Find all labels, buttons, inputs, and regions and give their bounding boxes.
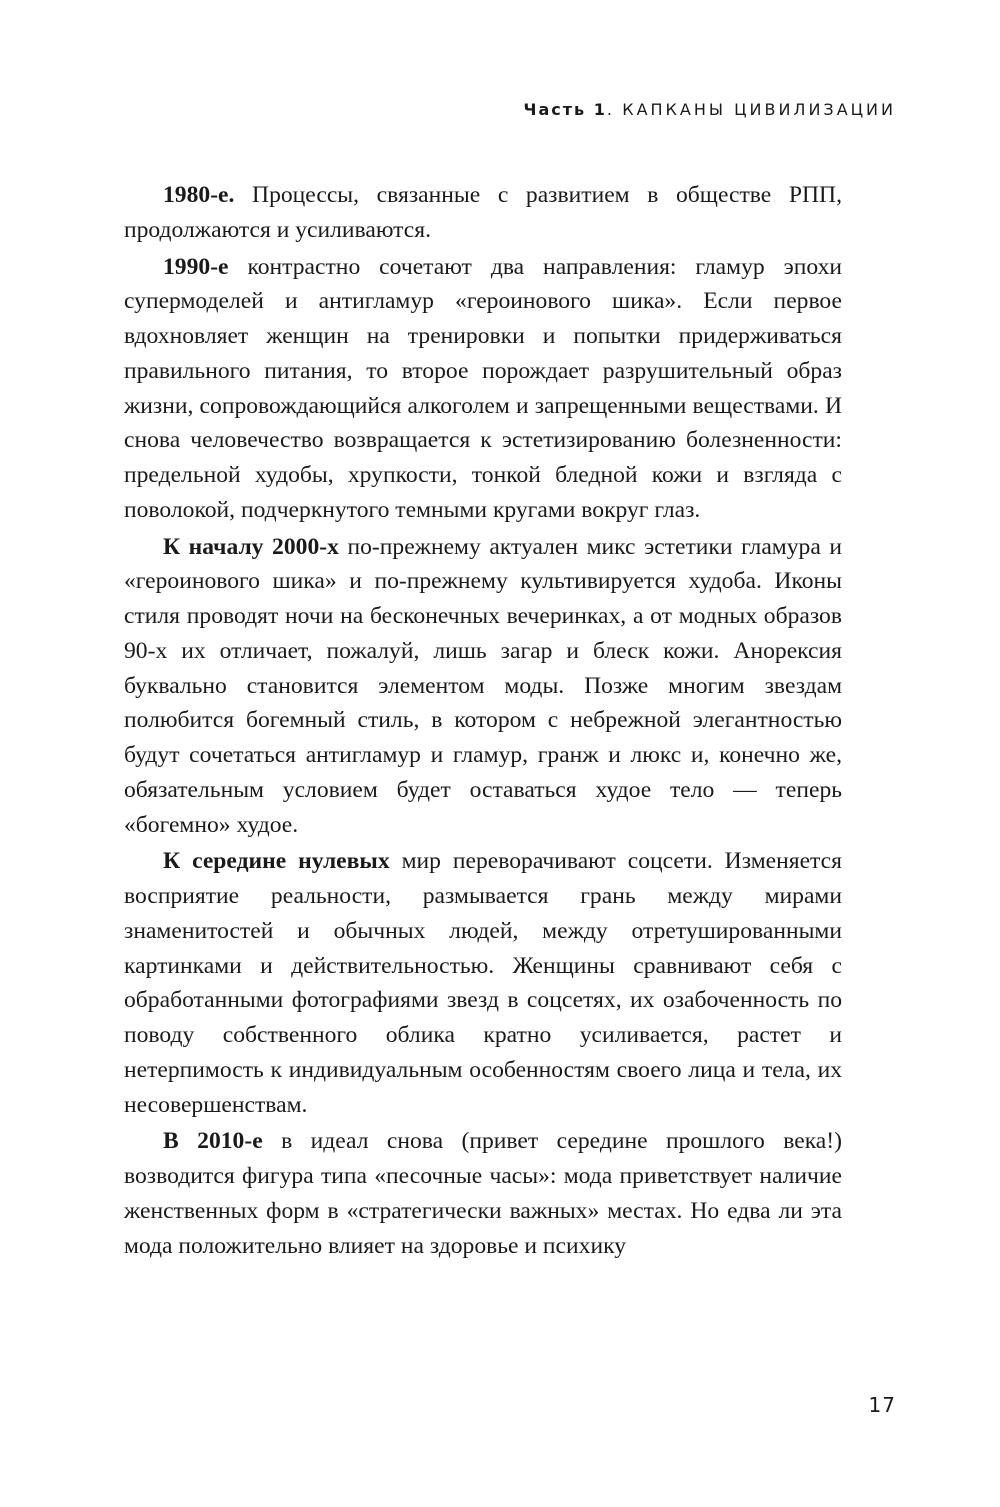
paragraph-lead: 1990-е (163, 253, 229, 280)
running-header (524, 100, 896, 119)
paragraph-lead: В 2010-е (163, 1128, 263, 1155)
paragraph-1980s (124, 178, 842, 248)
body-text (124, 178, 842, 1263)
paragraph-1990s (124, 250, 842, 528)
paragraph-lead: К началу 2000-х (163, 533, 339, 560)
section-title: КАПКАНЫ ЦИВИЛИЗАЦИИ (622, 100, 896, 119)
page-number: 17 (868, 1393, 896, 1417)
paragraph-lead: 1980-е. (163, 182, 235, 208)
paragraph-2000s (124, 530, 842, 843)
paragraph-lead: К середине нулевых (163, 848, 390, 875)
paragraph-text: контрастно сочетают два направления: гламур эпохи супермоделей и антигламур «героинового шика». Если первое вдохновляет женщин на тренировки и попытки придерживаться правильного питания, то второе порождает разрушительный образ жизни, сопровождающийся алкоголем и запрещенными веществами. И снова человечество возвращается к эстетизированию болезненности: предельной худобы, хрупкости, тонкой бледной кожи и взгляда с поволокой, подчеркнутого темными кругами вокруг глаз. (124, 253, 842, 523)
paragraph-text: по-прежнему актуален микс эстетики гламура и «героинового шика» и по-прежнему культивируется худоба. Иконы стиля проводят ночи на бесконечных вечеринках, а от модных образов 90-х их отличает, пожалуй, лишь загар и блеск кожи. Анорексия буквально становится элементом моды. Позже многим звездам полюбится богемный стиль, в котором с небрежной элегантностью будут сочетаться антигламур и гламур, гранж и люкс и, конечно же, обязательным условием будет оставаться худое тело — теперь «богемно» худое. (124, 533, 842, 838)
header-separator: . (606, 100, 615, 119)
part-label: Часть 1 (523, 100, 607, 119)
paragraph-text: мир переворачивают соцсети. Изменяется восприятие реальности, размывается грань между мирами знаменитостей и обычных людей, между отретушированными картинками и действительностью. Женщины сравнивают себя с обработанными фотографиями звезд в соцсетях, их озабоченность по поводу собственного облика кратно усиливается, растет и нетерпимость к индивидуальным особенностям своего лица и тела, их несовершенствам. (124, 848, 842, 1118)
paragraph-text: в идеал снова (привет середине прошлого века!) возводится фигура типа «песочные часы»: мода приветствует наличие женственных форм в «стратегически важных» местах. Но едва ли эта мода положительно влияет на здоровье и психику (124, 1128, 842, 1259)
paragraph-mid-2000s (124, 844, 842, 1122)
paragraph-2010s (124, 1124, 842, 1263)
paragraph-text: Процессы, связанные с развитием в обществе РПП, продолжаются и усиливаются. (124, 182, 842, 243)
